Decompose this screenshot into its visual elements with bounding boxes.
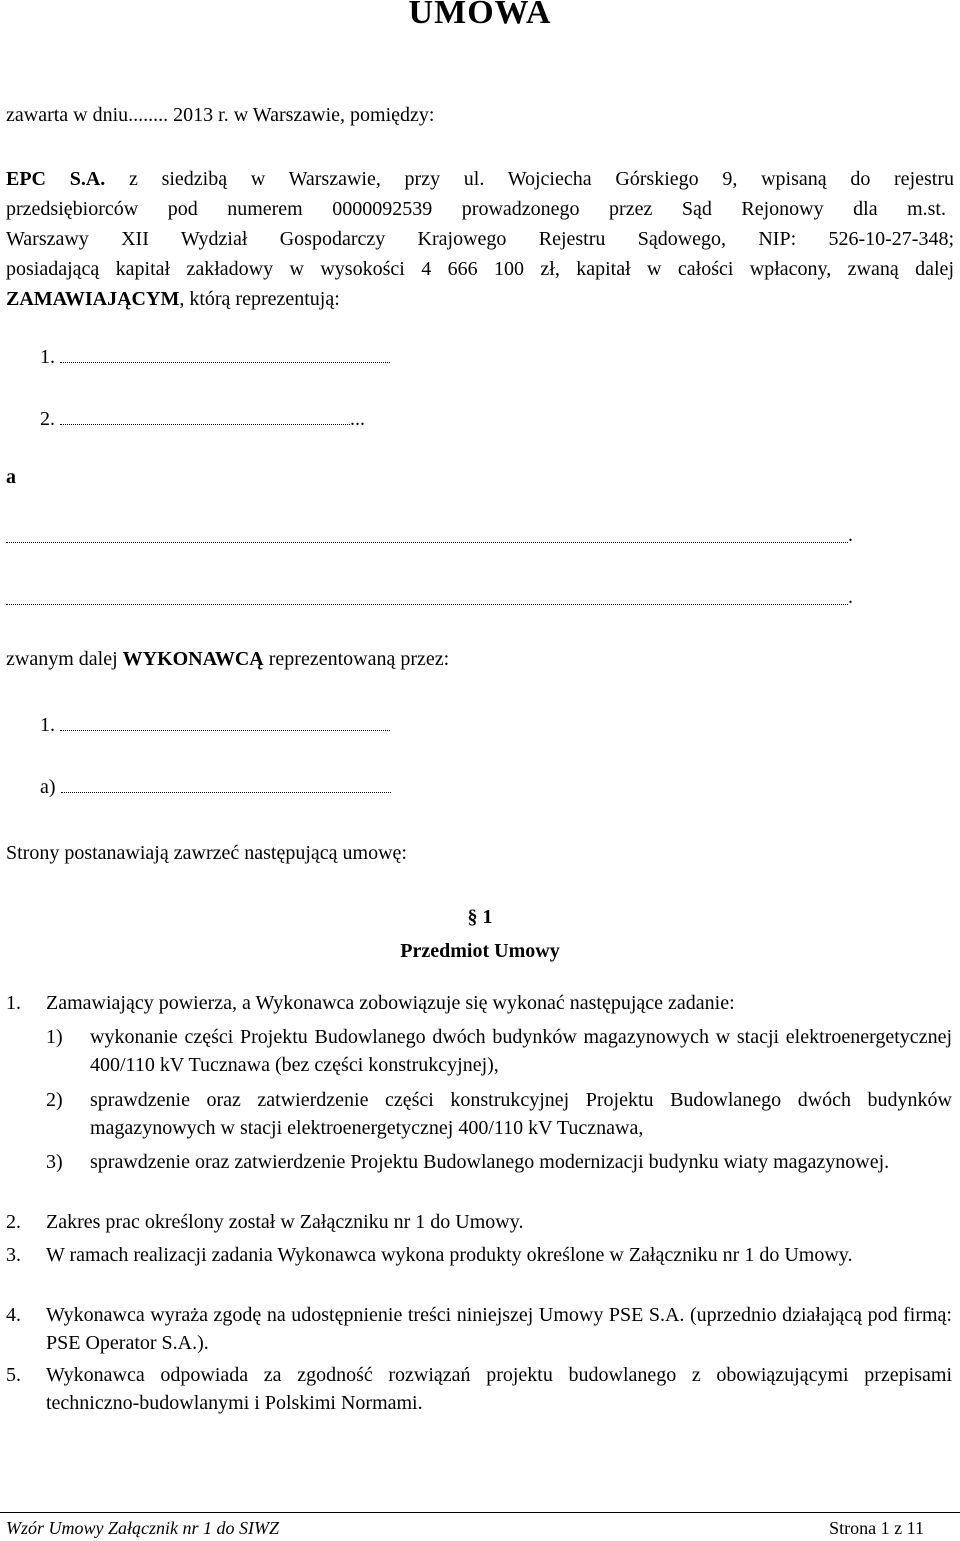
party2-suffix: reprezentowaną przez: (263, 648, 450, 670)
clause-text: Wykonawca wyraża zgodę na udostępnienie treści niniejszej Umowy PSE S.A. (uprzednio działającą pod firmą: PSE Operator S.A.). (46, 1304, 952, 1354)
rep-fill-line[interactable] (60, 724, 390, 731)
subclause-text: sprawdzenie oraz zatwierdzenie Projektu Budowlanego modernizacji budynku wiaty magazynowej. (90, 1151, 890, 1173)
section-heading: Przedmiot Umowy (400, 940, 560, 962)
clause-text: W ramach realizacji zadania Wykonawca wykona produkty określone w Załączniku nr 1 do Umowy. (46, 1244, 853, 1266)
rep-fill-line[interactable] (60, 418, 350, 425)
party2-rep-1 (40, 714, 390, 737)
rep-number: 1. (40, 714, 55, 736)
footer-page-number: Strona 1 z 11 (829, 1518, 924, 1538)
clause-text: Zamawiający powierza, a Wykonawca zobowiązuje się wykonać następujące zadanie: (46, 992, 735, 1014)
party1-role-line (6, 288, 340, 311)
party1-line1 (6, 168, 954, 191)
agreement-sentence: Strony postanawiają zawrzeć następującą umowę: (6, 842, 407, 864)
clause-number: 1. (6, 992, 21, 1014)
subclause-number: 2) (46, 1089, 63, 1111)
rep-number: a) (40, 776, 56, 798)
rep-value: ... (350, 408, 365, 430)
clause-number: 3. (6, 1244, 21, 1266)
subclause-text: wykonanie części Projektu Budowlanego dwóch budynków magazynowych w stacji elektroenergetycznej 400/110 kV Tucznawa (bez części konstrukcyjnej), (90, 1026, 952, 1076)
clause-number: 2. (6, 1211, 21, 1233)
section-symbol: § 1 (467, 906, 493, 928)
rep-number: 2. (40, 408, 55, 430)
rep-fill-line[interactable] (61, 786, 391, 793)
party2-fill-line-1[interactable] (6, 542, 848, 543)
conjunction: a (6, 466, 16, 488)
clause-number: 4. (6, 1304, 21, 1326)
clause-text: Zakres prac określony został w Załączniku nr 1 do Umowy. (46, 1211, 524, 1233)
party2-role: WYKONAWCĄ (122, 648, 264, 670)
party1-line2: przedsiębiorców pod numerem 0000092539 prowadzonego przez Sąd Rejonowy dla m.st. (6, 198, 946, 220)
subclause-text: sprawdzenie oraz zatwierdzenie części konstrukcyjnej Projektu Budowlanego dwóch budynków magazynowych w stacji elektroenergetycznej 400/110 kV Tucznawa, (90, 1089, 952, 1139)
party1-address: z siedzibą w Warszawie, przy ul. Wojciecha Górskiego 9, wpisaną do rejestru (129, 168, 954, 190)
document-title: UMOWA (408, 0, 552, 31)
clause-text: Wykonawca odpowiada za zgodność rozwiązań projektu budowlanego z obowiązującymi przepisami techniczno-budowlanymi i Polskimi Normami. (46, 1364, 952, 1414)
party1-line4: posiadającą kapitał zakładowy w wysokości 4 666 100 zł, kapitał w całości wpłacony, zwaną dalej (6, 258, 954, 280)
intro-line: zawarta w dniu........ 2013 r. w Warszawie, pomiędzy: (6, 104, 435, 126)
clause-number: 5. (6, 1364, 21, 1386)
party2-line-end-2: . (848, 586, 853, 608)
party2-prefix: zwanym dalej (6, 648, 123, 670)
party1-role-rest: , którą reprezentują: (179, 288, 340, 310)
party2-fill-line-2[interactable] (6, 604, 848, 605)
party1-role: ZAMAWIAJĄCYM (6, 288, 180, 310)
party2-rep-2 (40, 776, 391, 799)
footer-rule (0, 1512, 960, 1513)
party2-line-end-1: . (848, 524, 853, 546)
party1-name: EPC S.A. (6, 168, 106, 190)
party1-rep-2 (40, 408, 365, 431)
party1-line3: Warszawy XII Wydział Gospodarczy Krajowego Rejestru Sądowego, NIP: 526-10-27-348; (6, 228, 954, 250)
party2-role-line (6, 648, 449, 671)
subclause-number: 3) (46, 1151, 63, 1173)
rep-number: 1. (40, 346, 55, 368)
party1-rep-1 (40, 346, 390, 369)
footer-left: Wzór Umowy Załącznik nr 1 do SIWZ (6, 1518, 279, 1538)
rep-fill-line[interactable] (60, 356, 390, 363)
subclause-number: 1) (46, 1026, 63, 1048)
